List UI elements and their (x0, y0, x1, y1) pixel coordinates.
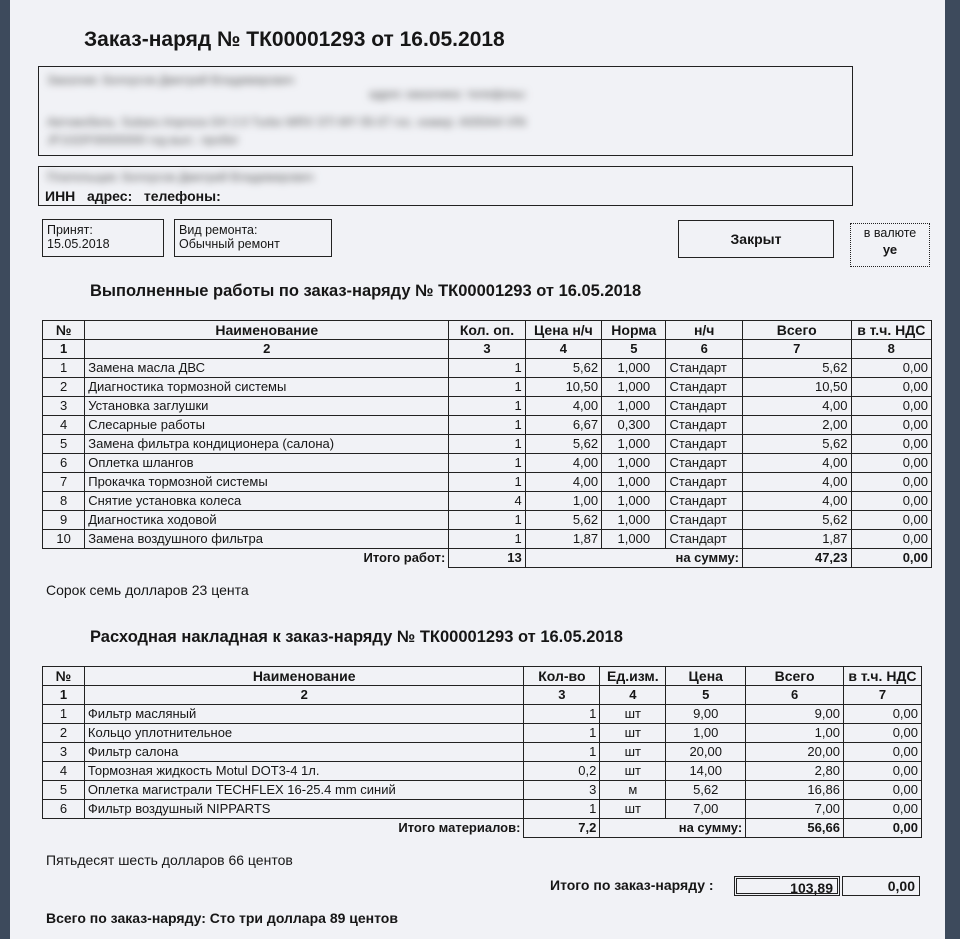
works-cell: 0,300 (602, 416, 666, 435)
payer-name: Плательщик: Белоусов Дмитрий Владимирович (47, 170, 314, 184)
table-row (43, 762, 922, 781)
materials-cell: 3 (43, 743, 85, 762)
materials-cell: 7,00 (666, 800, 746, 819)
works-total-label: Итого работ: (85, 549, 449, 568)
works-cell: Слесарные работы (85, 416, 449, 435)
materials-table (42, 666, 922, 838)
table-row (43, 435, 932, 454)
works-cell: 0,00 (851, 530, 931, 549)
works-col-header-3: Кол. оп. (449, 321, 525, 340)
materials-cell: 3 (524, 781, 600, 800)
works-cell: 4,00 (742, 397, 851, 416)
works-cell: 4,00 (742, 492, 851, 511)
materials-col-number-7: 7 (843, 686, 921, 705)
table-row (43, 743, 922, 762)
works-table (42, 320, 932, 568)
materials-cell: 4 (43, 762, 85, 781)
works-cell: 0,00 (851, 454, 931, 473)
works-cell: 1 (449, 435, 525, 454)
materials-cell: шт (600, 724, 666, 743)
materials-cell: 0,00 (843, 762, 921, 781)
table-row (43, 781, 922, 800)
customer-address: адрес заказчика: телефоны: (369, 87, 527, 101)
table-row (43, 724, 922, 743)
materials-col-header-2: Наименование (84, 667, 524, 686)
works-cell: 8 (43, 492, 85, 511)
works-cell: 10,50 (525, 378, 601, 397)
materials-cell: шт (600, 762, 666, 781)
repair-type-box (174, 219, 332, 257)
works-cell: Стандарт (666, 530, 742, 549)
works-cell: 1,000 (602, 435, 666, 454)
materials-cell: 2,80 (746, 762, 844, 781)
works-cell: 6 (43, 454, 85, 473)
works-cell: 1,000 (602, 492, 666, 511)
materials-col-number-2: 2 (84, 686, 524, 705)
materials-col-number-1: 1 (43, 686, 85, 705)
materials-cell: 1,00 (666, 724, 746, 743)
table-row (43, 397, 932, 416)
table-row (43, 492, 932, 511)
materials-cell: м (600, 781, 666, 800)
works-cell: 0,00 (851, 397, 931, 416)
materials-title: Расходная накладная к заказ-наряду № ТК00001293 от 16.05.2018 (90, 628, 623, 646)
works-col-header-7: Всего (742, 321, 851, 340)
works-cell: 1,00 (525, 492, 601, 511)
materials-col-header-5: Цена (666, 667, 746, 686)
works-cell: 1 (449, 416, 525, 435)
materials-col-number-4: 4 (600, 686, 666, 705)
works-cell: 5,62 (525, 435, 601, 454)
repair-type-label: Вид ремонта: (179, 223, 258, 237)
materials-cell: шт (600, 705, 666, 724)
works-cell: 1,000 (602, 454, 666, 473)
works-title: Выполненные работы по заказ-наряду № ТК00001293 от 16.05.2018 (90, 282, 642, 300)
materials-cell: 1 (524, 800, 600, 819)
materials-sum-label: на сумму: (600, 819, 746, 838)
works-cell: 1 (449, 473, 525, 492)
works-cell: 5,62 (742, 511, 851, 530)
works-total-sum: 47,23 (742, 549, 851, 568)
materials-cell: 7,00 (746, 800, 844, 819)
table-row (43, 378, 932, 397)
materials-cell: 5 (43, 781, 85, 800)
materials-col-header-6: Всего (746, 667, 844, 686)
materials-cell: Фильтр салона (84, 743, 524, 762)
page-title: Заказ-наряд № ТК00001293 от 16.05.2018 (84, 28, 505, 51)
materials-cell: 6 (43, 800, 85, 819)
materials-cell: 14,00 (666, 762, 746, 781)
materials-cell: 16,86 (746, 781, 844, 800)
materials-cell: 0,00 (843, 781, 921, 800)
works-cell: 5 (43, 435, 85, 454)
table-row (43, 511, 932, 530)
works-cell: 5,62 (742, 435, 851, 454)
inn-line: ИНН адрес: телефоны: (45, 188, 221, 204)
works-cell: Стандарт (666, 435, 742, 454)
works-cell: Оплетка шлангов (85, 454, 449, 473)
works-col-number-6: 6 (666, 340, 742, 359)
works-cell: 1,000 (602, 511, 666, 530)
works-cell: 4 (43, 416, 85, 435)
materials-cell: шт (600, 800, 666, 819)
grand-total-sum: 103,89 (734, 876, 840, 896)
materials-cell: Оплетка магистрали TECHFLEX 16-25.4 mm синий (84, 781, 524, 800)
works-total-qty: 13 (449, 549, 525, 568)
materials-col-header-4: Ед.изм. (600, 667, 666, 686)
materials-total-label: Итого материалов: (84, 819, 524, 838)
car-info: Автомобиль: Subaru Impreza GH 2.0 Turbo WRX STI MY 05-07 гос. номер: A000AA VIN (47, 115, 526, 129)
works-col-header-5: Норма (602, 321, 666, 340)
works-col-number-4: 4 (525, 340, 601, 359)
works-cell: 9 (43, 511, 85, 530)
works-cell: 1 (449, 397, 525, 416)
customer-info-box (38, 66, 853, 156)
materials-cell: 2 (43, 724, 85, 743)
works-cell: 0,00 (851, 416, 931, 435)
works-cell: Стандарт (666, 454, 742, 473)
works-total-in-words: Сорок семь долларов 23 цента (46, 582, 249, 598)
materials-cell: 20,00 (746, 743, 844, 762)
currency-box (850, 223, 930, 267)
works-cell: Стандарт (666, 397, 742, 416)
grand-total-in-words: Всего по заказ-наряду: Сто три доллара 89 центов (46, 910, 398, 926)
works-cell: 4,00 (525, 473, 601, 492)
document-page (10, 0, 945, 939)
materials-cell: шт (600, 743, 666, 762)
works-col-number-8: 8 (851, 340, 931, 359)
works-cell: 1,000 (602, 397, 666, 416)
works-cell: 5,62 (742, 359, 851, 378)
works-col-header-4: Цена н/ч (525, 321, 601, 340)
works-cell: 1 (449, 378, 525, 397)
works-cell: Замена масла ДВС (85, 359, 449, 378)
works-cell: 1,000 (602, 359, 666, 378)
works-cell: 0,00 (851, 511, 931, 530)
works-cell: 1,87 (742, 530, 851, 549)
materials-cell: 9,00 (666, 705, 746, 724)
materials-col-number-3: 3 (524, 686, 600, 705)
works-cell: Замена фильтра кондиционера (салона) (85, 435, 449, 454)
works-col-number-3: 3 (449, 340, 525, 359)
grand-total-label: Итого по заказ-наряду : (550, 877, 714, 893)
works-col-number-1: 1 (43, 340, 85, 359)
table-row (43, 454, 932, 473)
materials-header-row (43, 667, 922, 686)
works-col-header-2: Наименование (85, 321, 449, 340)
table-row (43, 473, 932, 492)
works-col-header-6: н/ч (666, 321, 742, 340)
works-cell: 0,00 (851, 435, 931, 454)
works-total-row (43, 549, 932, 568)
works-header-row (43, 321, 932, 340)
table-row (43, 416, 932, 435)
materials-col-header-1: № (43, 667, 85, 686)
materials-cell: 9,00 (746, 705, 844, 724)
materials-total-qty: 7,2 (524, 819, 600, 838)
materials-col-header-3: Кол-во (524, 667, 600, 686)
works-cell: Стандарт (666, 359, 742, 378)
accepted-date: 15.05.2018 (47, 237, 110, 251)
payer-info-box (38, 166, 853, 206)
materials-cell: 20,00 (666, 743, 746, 762)
materials-cell: Фильтр воздушный NIPPARTS (84, 800, 524, 819)
works-cell: 4,00 (742, 454, 851, 473)
table-row (43, 800, 922, 819)
materials-col-header-7: в т.ч. НДС (843, 667, 921, 686)
works-cell: 2,00 (742, 416, 851, 435)
materials-column-numbers (43, 686, 922, 705)
works-cell: 6,67 (525, 416, 601, 435)
customer-name: Заказчик: Белоусов Дмитрий Владимирович (47, 73, 295, 87)
materials-cell: 1 (524, 705, 600, 724)
status-badge: Закрыт (678, 220, 834, 258)
works-cell: Прокачка тормозной системы (85, 473, 449, 492)
works-col-header-1: № (43, 321, 85, 340)
works-cell: 10,50 (742, 378, 851, 397)
works-cell: 10 (43, 530, 85, 549)
car-info-vin: JF1GDF00000000 год вып.: пробег (47, 133, 240, 147)
materials-col-number-5: 5 (666, 686, 746, 705)
materials-cell: 0,00 (843, 705, 921, 724)
works-cell: 1 (449, 359, 525, 378)
currency-value: уе (882, 242, 898, 257)
table-row (43, 705, 922, 724)
works-cell: 1,000 (602, 473, 666, 492)
works-col-number-5: 5 (602, 340, 666, 359)
table-row (43, 530, 932, 549)
works-cell: 1 (449, 454, 525, 473)
materials-cell: 0,00 (843, 800, 921, 819)
works-cell: 0,00 (851, 378, 931, 397)
materials-cell: 0,2 (524, 762, 600, 781)
works-cell: Диагностика тормозной системы (85, 378, 449, 397)
works-cell: 5,62 (525, 359, 601, 378)
materials-cell: Тормозная жидкость Motul DOT3-4 1л. (84, 762, 524, 781)
works-cell: 0,00 (851, 473, 931, 492)
works-cell: Стандарт (666, 416, 742, 435)
works-sum-label: на сумму: (525, 549, 742, 568)
materials-total-row (43, 819, 922, 838)
materials-cell: Фильтр масляный (84, 705, 524, 724)
materials-cell: Кольцо уплотнительное (84, 724, 524, 743)
works-column-numbers (43, 340, 932, 359)
works-cell: 1,000 (602, 378, 666, 397)
materials-cell: 0,00 (843, 743, 921, 762)
works-cell: 4,00 (525, 397, 601, 416)
materials-cell: 1,00 (746, 724, 844, 743)
works-col-number-7: 7 (742, 340, 851, 359)
works-cell: Снятие установка колеса (85, 492, 449, 511)
materials-total-in-words: Пятьдесят шесть долларов 66 центов (46, 852, 293, 868)
works-cell: 7 (43, 473, 85, 492)
works-cell: 3 (43, 397, 85, 416)
accepted-label: Принят: (47, 223, 93, 237)
works-cell: Замена воздушного фильтра (85, 530, 449, 549)
materials-col-number-6: 6 (746, 686, 844, 705)
works-cell: Стандарт (666, 492, 742, 511)
works-cell: 1 (449, 511, 525, 530)
materials-cell: 1 (43, 705, 85, 724)
repair-type-value: Обычный ремонт (179, 237, 280, 251)
works-cell: 4,00 (525, 454, 601, 473)
works-cell: Стандарт (666, 473, 742, 492)
works-cell: 1 (43, 359, 85, 378)
materials-cell: 1 (524, 743, 600, 762)
works-cell: Стандарт (666, 511, 742, 530)
materials-total-vat: 0,00 (843, 819, 921, 838)
materials-cell: 1 (524, 724, 600, 743)
table-row (43, 359, 932, 378)
works-cell: 4,00 (742, 473, 851, 492)
works-cell: 2 (43, 378, 85, 397)
works-cell: Установка заглушки (85, 397, 449, 416)
works-cell: 0,00 (851, 359, 931, 378)
works-cell: Стандарт (666, 378, 742, 397)
materials-cell: 0,00 (843, 724, 921, 743)
works-cell: 1 (449, 530, 525, 549)
works-cell: 1,87 (525, 530, 601, 549)
works-col-header-8: в т.ч. НДС (851, 321, 931, 340)
works-cell: 0,00 (851, 492, 931, 511)
materials-total-sum: 56,66 (746, 819, 844, 838)
works-cell: 1,000 (602, 530, 666, 549)
currency-label: в валюте (863, 226, 917, 240)
works-col-number-2: 2 (85, 340, 449, 359)
works-cell: 5,62 (525, 511, 601, 530)
accepted-box (42, 219, 164, 257)
works-cell: 4 (449, 492, 525, 511)
materials-cell: 5,62 (666, 781, 746, 800)
works-total-vat: 0,00 (851, 549, 931, 568)
grand-total-vat: 0,00 (842, 876, 920, 896)
works-cell: Диагностика ходовой (85, 511, 449, 530)
